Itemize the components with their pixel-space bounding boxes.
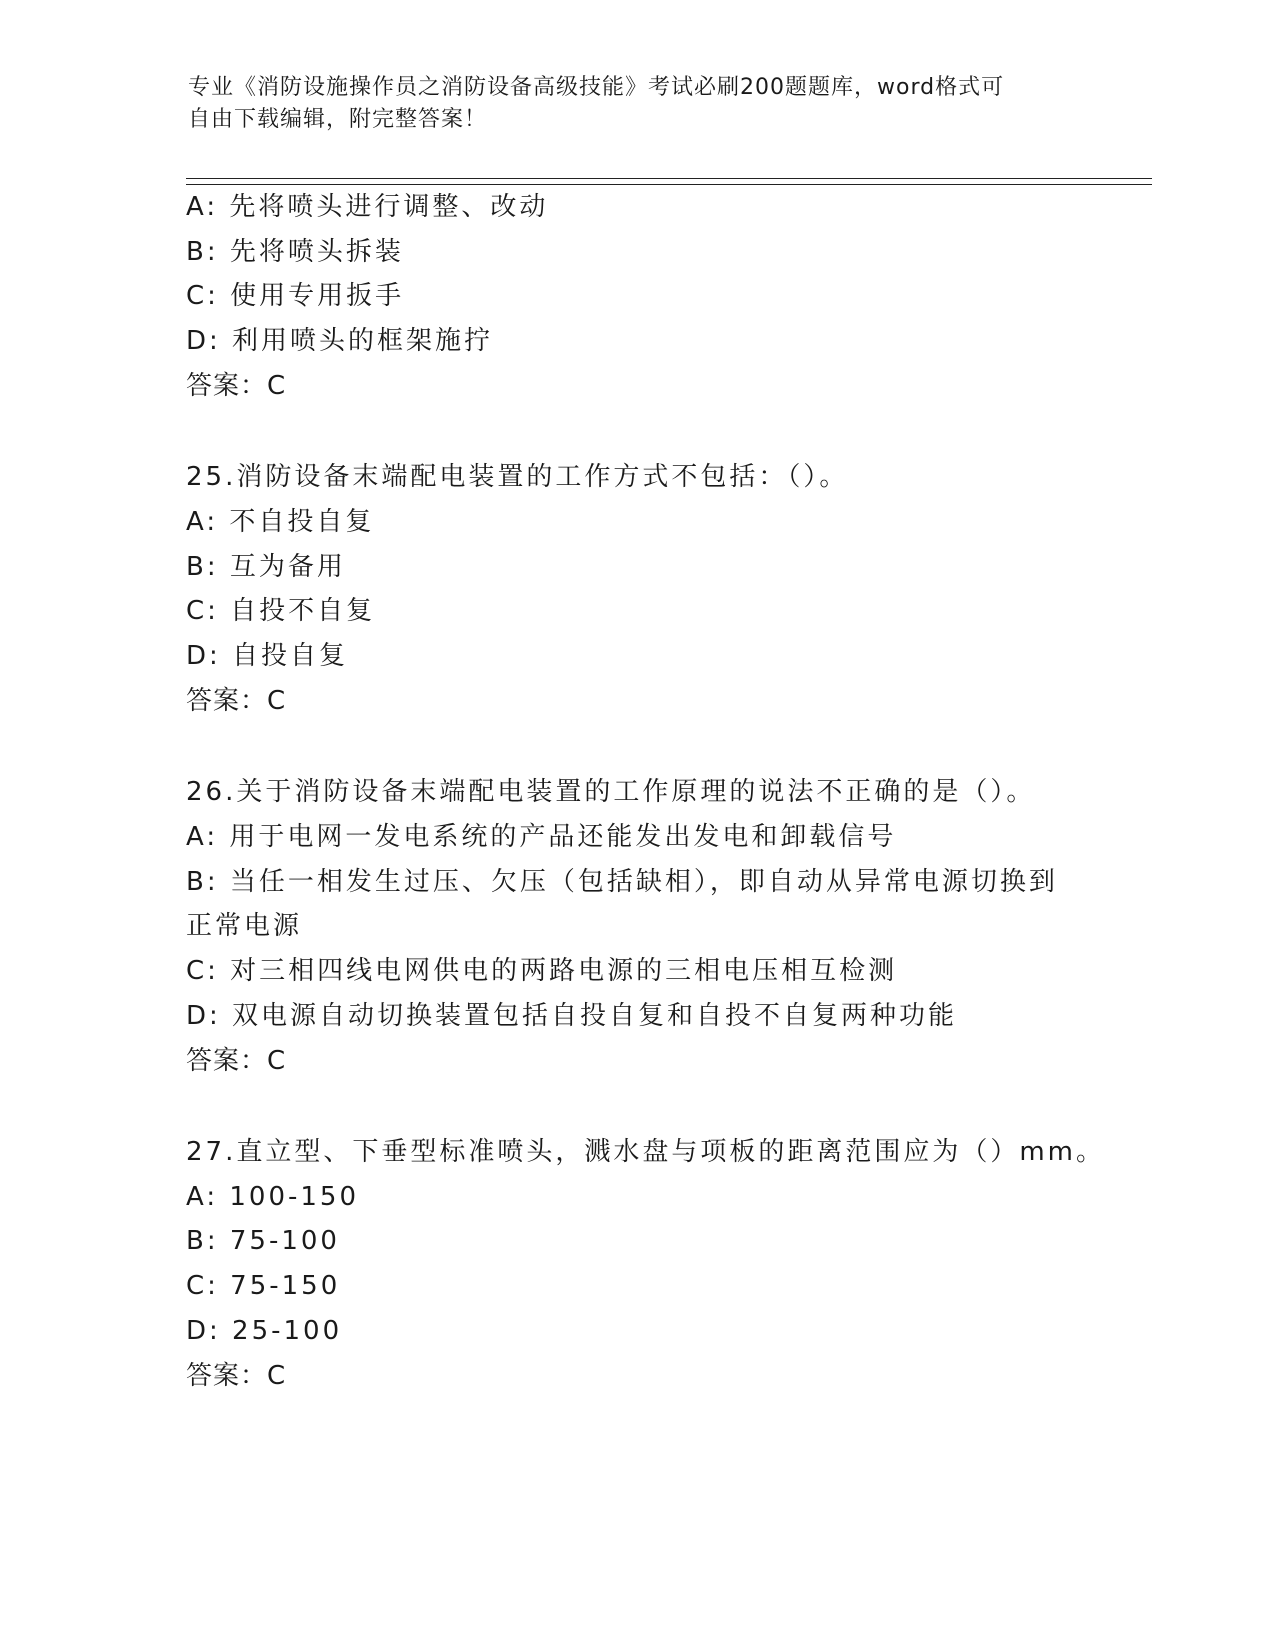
q24-option-c: C: 使用专用扳手 [186,281,405,311]
q26-option-b-continued: 正常电源 [186,911,303,941]
q25-option-d: D: 自投自复 [186,641,349,671]
q25-option-c: C: 自投不自复 [186,596,376,626]
q27-option-d: D: 25-100 [186,1316,343,1346]
q26-option-a: A: 用于电网一发电系统的产品还能发出发电和卸载信号 [186,822,897,852]
q25-question: 25.消防设备末端配电装置的工作方式不包括：（）。 [186,462,849,492]
q25-answer: 答案：C [186,686,287,716]
q26-question: 26.关于消防设备末端配电装置的工作原理的说法不正确的是（）。 [186,777,1036,807]
q27-question: 27.直立型、下垂型标准喷头，溅水盘与项板的距离范围应为（）mm。 [186,1137,1106,1167]
header-line-2: 自由下载编辑，附完整答案！ [188,107,488,132]
q27-answer: 答案：C [186,1361,287,1391]
q25-option-b: B: 互为备用 [186,552,346,582]
q27-option-a: A: 100-150 [186,1182,359,1212]
document-header [188,72,1088,136]
q24-option-a: A: 先将喷头进行调整、改动 [186,192,549,222]
header-divider-top [186,178,1152,179]
header-line-1: 专业《消防设施操作员之消防设备高级技能》考试必刷200题题库，word格式可 [188,75,1005,100]
q26-answer: 答案：C [186,1046,287,1076]
q24-answer: 答案：C [186,371,287,401]
header-divider-bottom [186,184,1152,185]
q26-option-c: C: 对三相四线电网供电的两路电源的三相电压相互检测 [186,956,898,986]
q24-option-b: B: 先将喷头拆装 [186,237,404,267]
q24-option-d: D: 利用喷头的框架施拧 [186,326,494,356]
q26-option-d: D: 双电源自动切换装置包括自投自复和自投不自复两种功能 [186,1001,958,1031]
q27-option-b: B: 75-100 [186,1226,340,1256]
q26-option-b: B: 当任一相发生过压、欠压（包括缺相），即自动从异常电源切换到 [186,867,1058,897]
q25-option-a: A: 不自投自复 [186,507,375,537]
q27-option-c: C: 75-150 [186,1271,341,1301]
